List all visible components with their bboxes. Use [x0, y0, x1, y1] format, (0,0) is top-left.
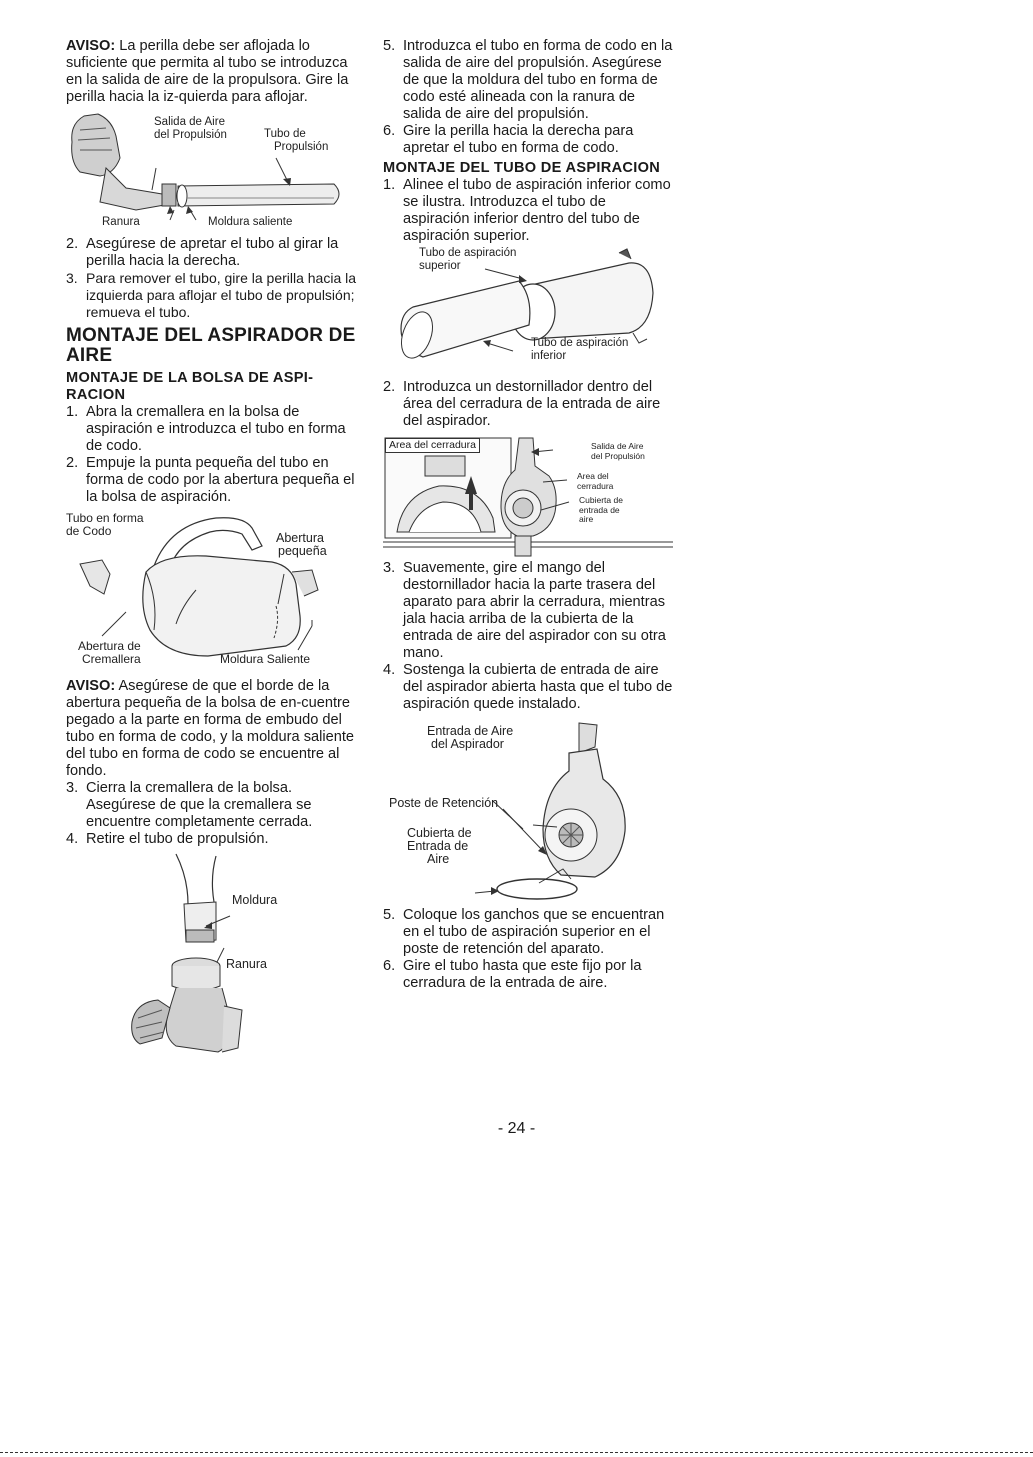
label-poste-retencion: Poste de Retención: [389, 796, 499, 810]
right-column: [383, 38, 673, 992]
step-item: 2. Introduzca un destornillador dentro del área del cerradura de la entrada de aire del aspirador.: [383, 379, 661, 429]
subsection-heading: MONTAJE DEL TUBO DE ASPIRACION: [383, 160, 661, 176]
step-item: 3. Para remover el tubo, gire la perilla hacia la izquierda para aflojar el tubo de propulsión; remueva el tubo.: [66, 270, 357, 320]
step-item: 5. Coloque los ganchos que se encuentran en el tubo de aspiración superior en el poste de retención del aparato.: [383, 907, 665, 957]
step-item: 4. Sostenga la cubierta de entrada de aire del aspirador abierta hasta que el tubo de aspiración quede instalado.: [383, 662, 673, 712]
label-abertura-pequena: Abertura pequeña: [276, 531, 327, 558]
label-moldura: Moldura: [232, 893, 278, 907]
aviso-text: La perilla debe ser aflojada lo suficiente que permita al tubo se introduzca en la salida de aire de la propulsora. Gire la perilla hacia la iz-quierda para aflojar.: [66, 38, 349, 105]
figure-elbow-tube: [66, 848, 362, 1058]
step-item: 1. Abra la cremallera en la bolsa de aspiración e introduzca el tubo en forma de codo.: [66, 404, 346, 454]
label-salida-aire: Salida de Aire del Propulsión: [154, 116, 227, 141]
figure-vacuum-tubes: [383, 245, 673, 379]
label-area-cerradura-box: Area del cerradura: [385, 438, 480, 453]
figure-lock-area: [383, 436, 673, 560]
step-item: 4. Retire el tubo de propulsión.: [66, 831, 269, 847]
label-tubo-inferior: Tubo de aspiración inferior: [531, 337, 629, 362]
label-tubo-codo: Tubo en forma de Codo: [66, 511, 144, 538]
steps-list-right-e: [383, 907, 673, 992]
label-tubo-propulsion: Tubo de Propulsión: [264, 128, 329, 153]
label-ranura-2: Ranura: [226, 957, 267, 971]
step-item: 6. Gire el tubo hasta que este fijo por la cerradura de la entrada de aire.: [383, 958, 642, 991]
aviso-paragraph-1: [66, 38, 362, 106]
label-salida-aire-2: Salida de Aire del Propulsión: [591, 441, 645, 461]
label-entrada-aire: Entrada de Aire del Aspirador: [427, 724, 514, 751]
aviso-paragraph-2: [66, 678, 362, 780]
figure-air-inlet: [383, 719, 673, 907]
step-item: 2. Empuje la punta pequeña del tubo en forma de codo por la abertura pequeña el la bolsa de aspiración.: [66, 455, 355, 505]
steps-list-a: [66, 236, 362, 321]
label-moldura-saliente-2: Moldura Saliente: [220, 652, 311, 666]
step-item: 5. Introduzca el tubo en forma de codo en la salida de aire del propulsión. Asegúrese de que la moldura del tubo en forma de codo esté alineada con la ranura de salida de aire del propulsión.: [383, 38, 673, 122]
label-tubo-superior: Tubo de aspiración superior: [419, 247, 517, 272]
label-moldura-saliente: Moldura saliente: [208, 216, 293, 228]
steps-list-c: [66, 780, 362, 848]
steps-list-b: [66, 404, 362, 506]
step-item: 2. Asegúrese de apretar el tubo al girar la perilla hacia la derecha.: [66, 236, 339, 269]
aviso-text: Asegúrese de que el borde de la abertura pequeña de la bolsa de en-cuentre pegado a la parte en forma de embudo del tubo en forma de codo, y la moldura saliente del tubo en forma de codo se encuentre al fondo.: [66, 678, 354, 779]
figure-vacuum-bag: [66, 510, 362, 672]
step-item: 1. Alinee el tubo de aspiración inferior como se ilustra. Introduzca el tubo de aspiración inferior dentro del tubo de aspiración superior.: [383, 177, 671, 244]
steps-list-right-d: [383, 560, 673, 713]
step-item: 3. Cierra la cremallera de la bolsa. Asegúrese de que la cremallera se encuentre completamente cerrada.: [66, 780, 313, 830]
subsection-heading: MONTAJE DE LA BOLSA DE ASPI-RACION: [66, 370, 314, 403]
label-ranura: Ranura: [102, 216, 140, 228]
left-column: [66, 38, 362, 1058]
steps-list-right-a: [383, 38, 673, 157]
label-area-cerradura: Area del cerradura: [577, 471, 614, 491]
elbow-tube-illustration: [66, 848, 362, 1058]
bottom-divider: [0, 1452, 1033, 1453]
aviso-label: AVISO:: [66, 38, 116, 54]
steps-list-right-b: [383, 177, 673, 245]
label-cubierta-entrada-aire: Cubierta de Entrada de Aire: [407, 826, 472, 866]
label-cubierta-entrada: Cubierta de entrada de aire: [579, 495, 623, 524]
aviso-label: AVISO:: [66, 678, 116, 694]
figure-blower-tube: [66, 106, 362, 230]
step-item: 6. Gire la perilla hacia la derecha para apretar el tubo en forma de codo.: [383, 123, 634, 156]
label-abertura-cremallera: Abertura de Cremallera: [78, 639, 141, 666]
page-number: - 24 -: [497, 1120, 536, 1137]
steps-list-right-c: [383, 379, 673, 430]
section-heading: MONTAJE DEL ASPIRADOR DE AIRE: [66, 325, 356, 366]
step-item: 3. Suavemente, gire el mango del destornillador hacia la parte trasera del aparato para abrir la cerradura, mientras jala hacia arriba de la cubierta de la entrada de aire del aspirador con su otra mano.: [383, 560, 666, 661]
